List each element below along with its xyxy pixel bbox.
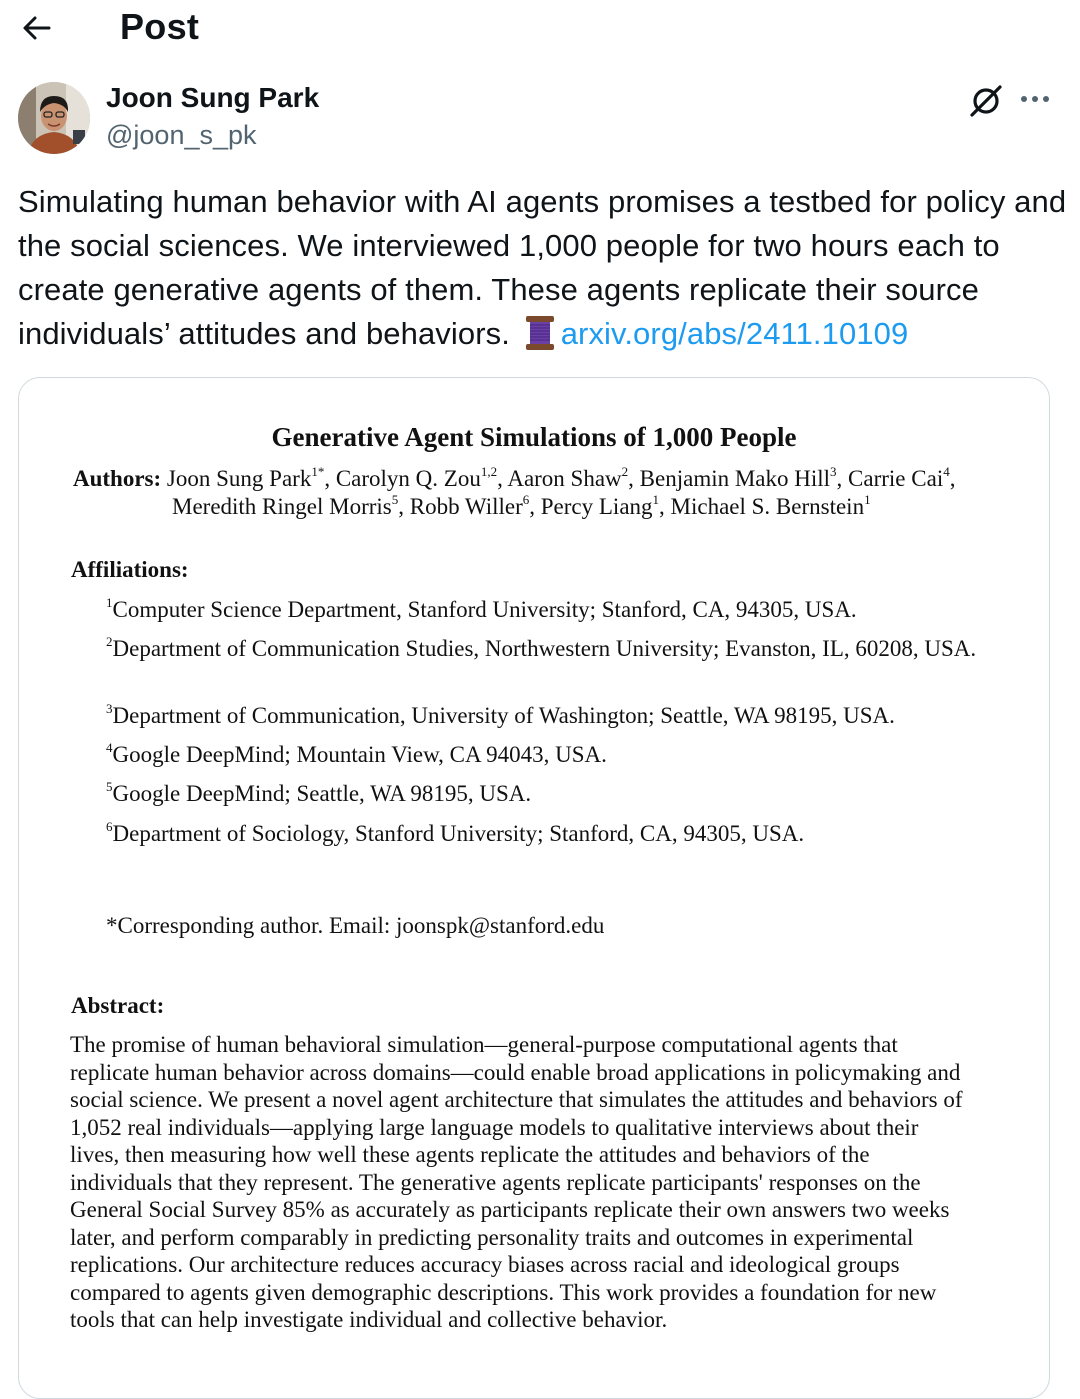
abstract-line: replicate human behavior across domains—could enable broad applications in policymaking and (70, 1059, 961, 1085)
top-bar (0, 0, 1080, 60)
affiliation-item: $^5$Google DeepMind; Seattle, WA 98195, USA. (106, 779, 532, 806)
affiliation-item: $^3$Department of Communication, University of Washington; Seattle, WA 98195, USA. (106, 701, 895, 728)
abstract-line: tools that can help investigate individual and collective behavior. (70, 1307, 668, 1332)
paper-first-page (19, 378, 1049, 1398)
author-entry: Aaron Shaw$^2$ (507, 464, 629, 491)
abstract-line: 1,052 real individuals—applying large language models to qualitative interviews about their (70, 1114, 919, 1140)
more-options-button[interactable] (1016, 84, 1056, 114)
abstract-line: social science. We present a novel agent architecture that simulates the attitudes and behaviors of (70, 1087, 963, 1112)
corresponding-author: *Corresponding author. Email: joonspk@stanford.edu (106, 913, 605, 938)
author-handle[interactable]: @joon_s_pk (106, 120, 257, 150)
author-entry: Michael S. Bernstein$^1$ (670, 492, 871, 519)
paper-title: Generative Agent Simulations of 1,000 People (271, 422, 797, 452)
back-arrow-icon (18, 10, 58, 46)
grok-button[interactable] (966, 82, 1006, 120)
author-name[interactable]: Joon Sung Park (106, 82, 320, 113)
affiliation-item: $^2$Department of Communication Studies, Northwestern University; Evanston, IL, 60208, USA. (106, 634, 977, 661)
paper-image-card[interactable] (18, 377, 1050, 1399)
abstract-heading: Abstract: (71, 993, 165, 1018)
abstract-text (70, 1031, 1010, 1334)
avatar-photo (18, 82, 90, 154)
author-entry: Carolyn Q. Zou$^{1,2}$ (335, 464, 498, 491)
post-text (18, 180, 1068, 356)
author-entry: Robb Willer$^6$ (409, 492, 530, 519)
avatar[interactable] (18, 82, 90, 154)
abstract-line: individuals that they represent. The generative agents replicate participants' responses on the (70, 1169, 921, 1195)
back-button[interactable] (18, 10, 58, 46)
abstract-line: The promise of human behavioral simulation—general-purpose computational agents that (70, 1032, 898, 1057)
post-body: Simulating human behavior with AI agents promises a testbed for policy and the social sciences. We interviewed 1,000 people for two hours each to create generative agents of them. These agents replicate their source individuals’ attitudes and behaviors. (18, 184, 1067, 351)
authors-label: Authors: (73, 466, 162, 491)
author-entry: Meredith Ringel Morris$^5$ (172, 492, 399, 519)
abstract-line: later, and perform comparably in predicting personality traits and outcomes in experimental (70, 1224, 914, 1250)
author-entry: Percy Liang$^1$ (540, 492, 660, 519)
abstract-line: replications. Our architecture reduces accuracy biases across racial and ideological groups (70, 1252, 900, 1277)
affiliations-heading: Affiliations: (71, 557, 189, 582)
author-entry: Benjamin Mako Hill$^3$ (639, 464, 837, 491)
thread-emoji-icon (523, 314, 557, 352)
abstract-line: General Social Survey 85% as accurately as participants replicate their own answers two weeks (70, 1197, 950, 1222)
page-title: Post (120, 6, 200, 47)
affiliation-item: $^6$Department of Sociology, Stanford University; Stanford, CA, 94305, USA. (106, 819, 805, 846)
paper-authors: Authors: Joon Sung Park$^{1*}$, Carolyn Q. Zou$^{1,2}$, Aaron Shaw$^2$, Benjamin Mako Hill$^3$, Carrie Cai$^4$, Meredith Ringel Morris$^5$, Robb Willer$^6$, Percy Liang$^1$, Michael S. Bernstein$^1$ (73, 464, 956, 519)
arxiv-link[interactable]: arxiv.org/abs/2411.10109 (560, 316, 909, 351)
grok-icon (966, 82, 1006, 120)
author-entry: Carrie Cai$^4$ (848, 464, 950, 491)
more-icon (1016, 84, 1056, 114)
author-entry: Joon Sung Park$^{1*}$ (166, 464, 325, 491)
abstract-line: lives, then measuring how well these agents replicate the attitudes and behaviors of the (70, 1142, 870, 1167)
affiliation-item: $^1$Computer Science Department, Stanford University; Stanford, CA, 94305, USA. (106, 595, 857, 622)
affiliation-item: $^4$Google DeepMind; Mountain View, CA 94043, USA. (106, 740, 607, 767)
abstract-line: compared to agents given demographic descriptions. This work provides a foundation for new (70, 1279, 937, 1305)
